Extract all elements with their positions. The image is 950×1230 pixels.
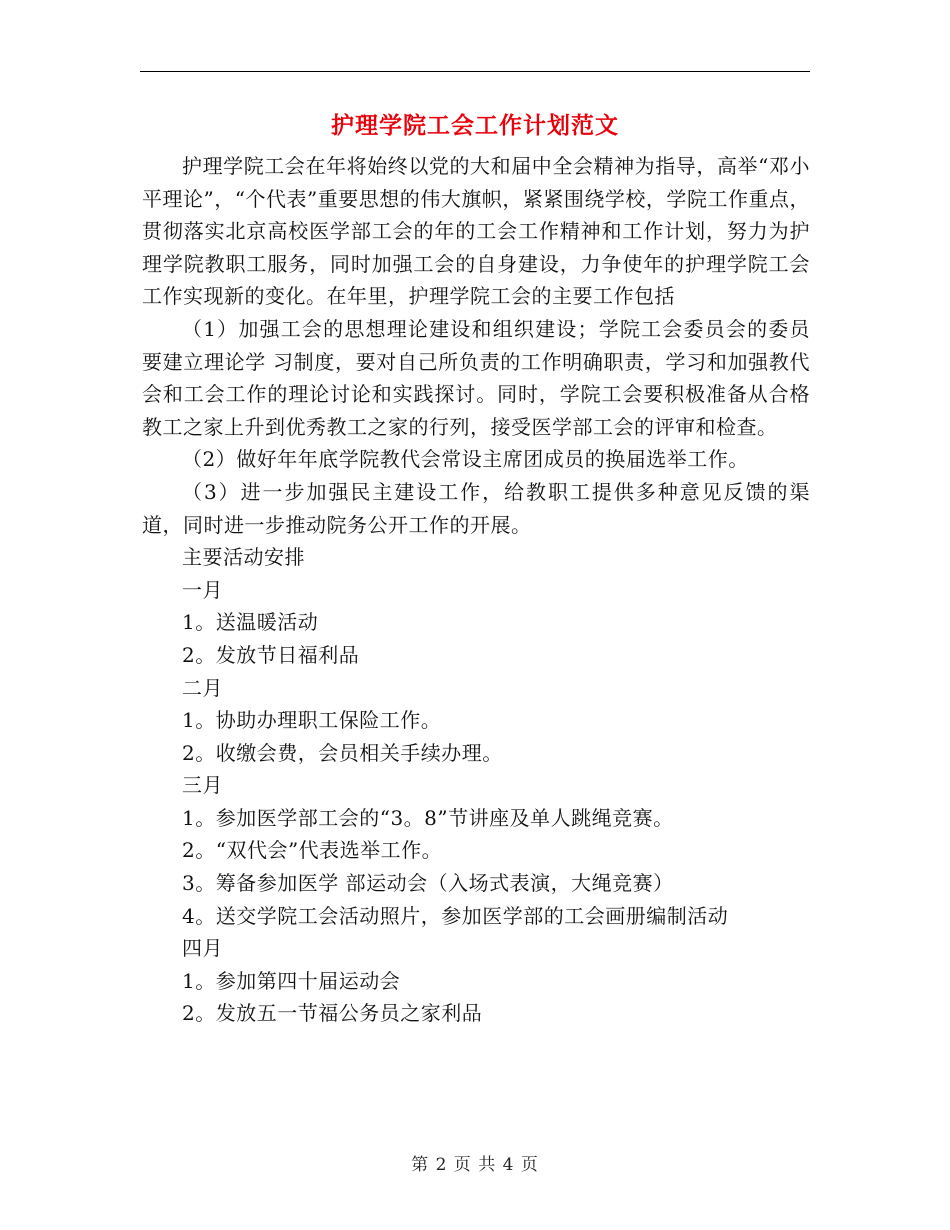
month-heading-march: 三月 bbox=[182, 773, 223, 798]
list-item: 1。协助办理职工保险工作。 bbox=[182, 708, 442, 733]
month-heading-april: 四月 bbox=[182, 936, 223, 961]
work-item-1: （1）加强工会的思想理论建设和组织建设；学院工会委员会的委员要建立理论学 习制度，要对自己所负责的工作明确职责，学习和加强教代会和工会工作的理论讨论和实践探讨。同时，学院工会要积极准备从合格教工之家上升到优秀教工之家的行列，接受医学部工会的评审和检查。 bbox=[142, 316, 810, 439]
list-item: 1。送温暖活动 bbox=[182, 610, 319, 635]
list-item: 2。发放五一节福公务员之家利品 bbox=[182, 1001, 483, 1026]
list-item: 4。送交学院工会活动照片，参加医学部的工会画册编制活动 bbox=[182, 903, 729, 928]
header-rule bbox=[140, 71, 810, 72]
list-item: 1。参加医学部工会的“3。8”节讲座及单人跳绳竞赛。 bbox=[182, 805, 674, 830]
schedule-heading: 主要活动安排 bbox=[182, 545, 305, 570]
page-number: 第 2 页 共 4 页 bbox=[411, 1155, 539, 1175]
work-item-2: （2）做好年年底学院教代会常设主席团成员的换届选举工作。 bbox=[182, 447, 749, 472]
document-body bbox=[142, 150, 810, 1030]
list-item: 1。参加第四十届运动会 bbox=[182, 968, 401, 993]
list-item: 2。收缴会费，会员相关手续办理。 bbox=[182, 740, 503, 765]
list-item: 2。发放节日福利品 bbox=[182, 642, 360, 667]
list-item: 3。筹备参加医学 部运动会（入场式表演，大绳竞赛） bbox=[182, 871, 674, 896]
document-title: 护理学院工会工作计划范文 bbox=[331, 112, 619, 139]
month-heading-february: 二月 bbox=[182, 675, 223, 700]
intro-paragraph: 护理学院工会在年将始终以党的大和届中全会精神为指导，高举“邓小平理论”，“个代表”重要思想的伟大旗帜，紧紧围绕学校，学院工作重点，贯彻落实北京高校医学部工会的年的工会工作精神和工作计划，努力为护理学院教职工服务，同时加强工会的自身建设，力争使年的护理学院工会工作实现新的变化。在年里，护理学院工会的主要工作包括 bbox=[142, 154, 810, 309]
work-item-3: （3）进一步加强民主建设工作，给教职工提供多种意见反馈的渠道，同时进一步推动院务公开工作的开展。 bbox=[142, 479, 810, 537]
month-heading-january: 一月 bbox=[182, 577, 223, 602]
list-item: 2。“双代会”代表选举工作。 bbox=[182, 838, 443, 863]
